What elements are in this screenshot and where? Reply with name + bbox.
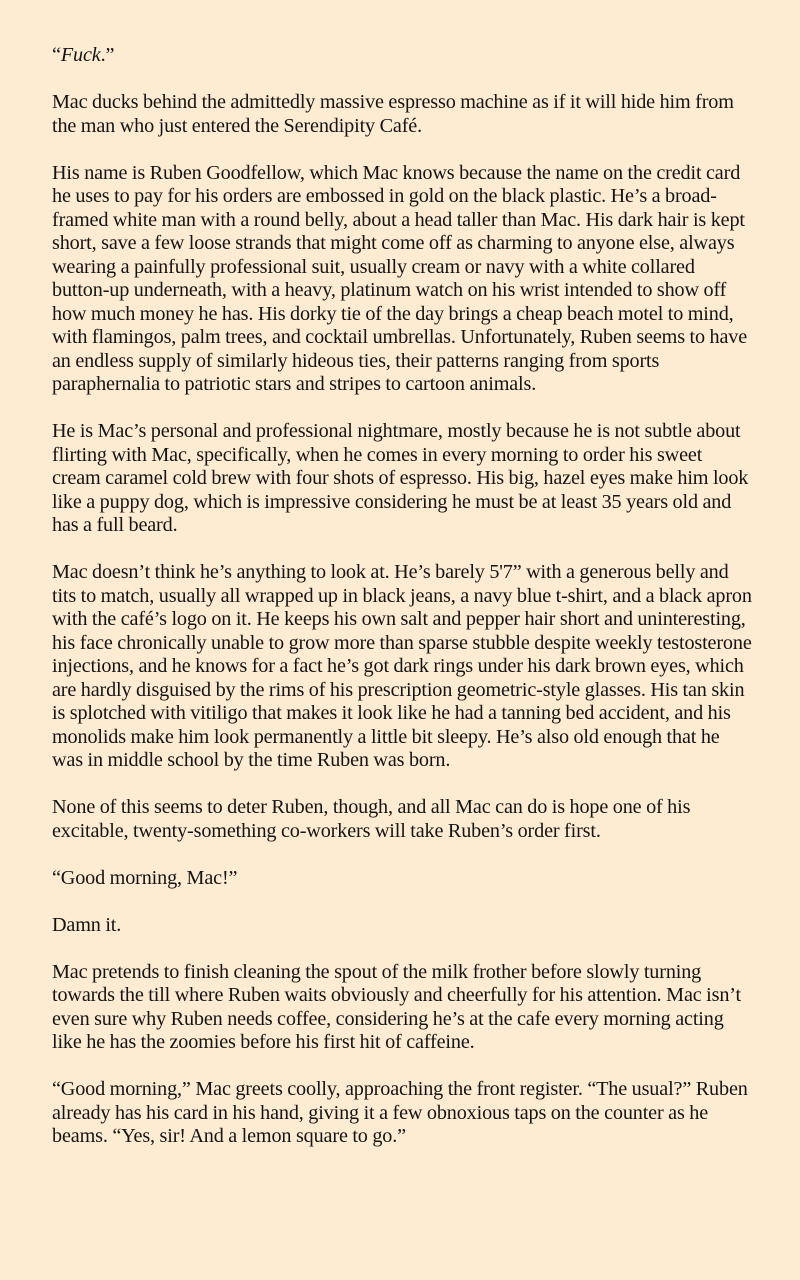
- opening-line: [52, 44, 754, 68]
- closing-punctuation: .”: [100, 44, 115, 66]
- paragraph: “Good morning,” Mac greets coolly, approaching the front register. “The usual?” Ruben already has his card in his hand, giving it a few obnoxious taps on the counter as he beams. “Yes, sir! And a lemon square to go.”: [52, 1078, 748, 1147]
- open-quote: “: [52, 44, 61, 66]
- paragraph: Mac doesn’t think he’s anything to look at. He’s barely 5'7” with a generous belly and tits to match, usually all wrapped up in black jeans, a navy blue t-shirt, and a black apron with the café’s logo on it. He keeps his own salt and pepper hair short and uninteresting, his face chronically unable to grow more than sparse stubble despite weekly testosterone injections, and he knows for a fact he’s got dark rings under his dark brown eyes, which are hardly disguised by the rims of his prescription geometric-style glasses. His tan skin is splotched with vitiligo that makes it look like he had a tanning bed accident, and his monolids make him look permanently a little bit sleepy. He’s also old enough that he was in middle school by the time Ruben was born.: [52, 561, 752, 771]
- paragraph: None of this seems to deter Ruben, though, and all Mac can do is hope one of his excitable, twenty-something co-workers will take Ruben’s order first.: [52, 796, 691, 842]
- paragraph: Mac ducks behind the admittedly massive espresso machine as if it will hide him from the man who just entered the Serendipity Café.: [52, 91, 734, 137]
- paragraph: He is Mac’s personal and professional nightmare, mostly because he is not subtle about flirting with Mac, specifically, when he comes in every morning to order his sweet cream caramel cold brew with four shots of espresso. His big, hazel eyes make him look like a puppy dog, which is impressive considering he must be at least 35 years old and has a full beard.: [52, 420, 749, 536]
- paragraph: Mac pretends to finish cleaning the spout of the milk frother before slowly turning towards the till where Ruben waits obviously and cheerfully for his attention. Mac isn’t even sure why Ruben needs coffee, considering he’s at the cafe every morning acting like he has the zoomies before his first hit of caffeine.: [52, 960, 741, 1053]
- paragraph: “Good morning, Mac!”: [52, 866, 238, 889]
- paragraph: Damn it.: [52, 913, 122, 936]
- italic-exclamation: Fuck: [60, 44, 101, 66]
- paragraph: His name is Ruben Goodfellow, which Mac knows because the name on the credit card he uses to pay for his orders are embossed in gold on the black plastic. He’s a broad-framed white man with a round belly, about a head taller than Mac. His dark hair is kept short, save a few loose strands that might come off as charming to anyone else, always wearing a painfully professional suit, usually cream or navy with a white collared button-up underneath, with a heavy, platinum watch on his wrist intended to show off how much money he has. His dorky tie of the day brings a cheap beach motel to mind, with flamingos, palm trees, and cocktail umbrellas. Unfortunately, Ruben seems to have an endless supply of similarly hideous ties, their patterns ranging from sports paraphernalia to patriotic stars and stripes to cartoon animals.: [52, 161, 748, 395]
